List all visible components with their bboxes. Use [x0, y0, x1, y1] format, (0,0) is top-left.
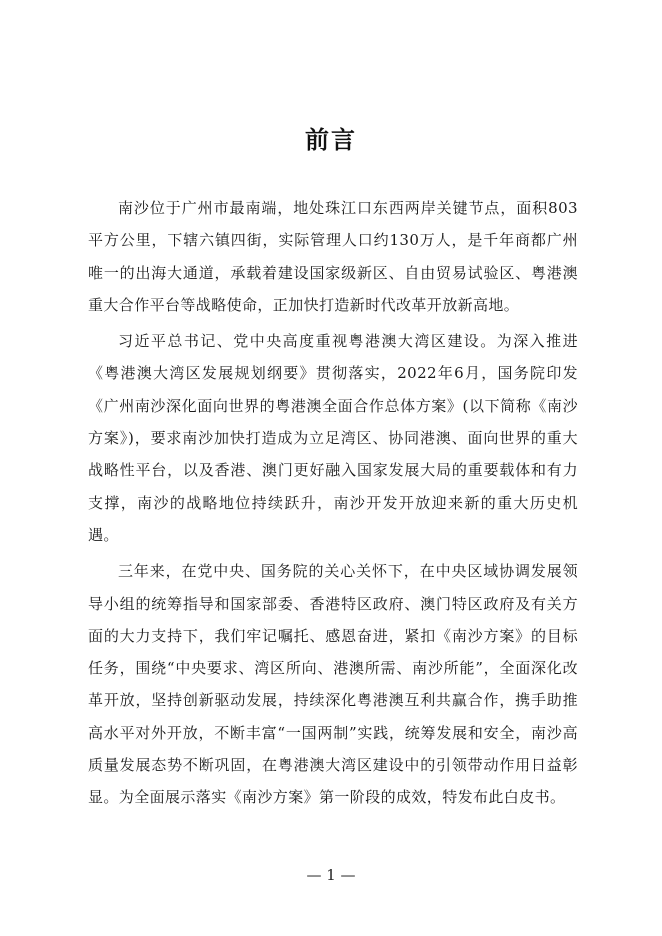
- document-body: [88, 192, 578, 818]
- paragraph-2: 习近平总书记、党中央高度重视粤港澳大湾区建设。为深入推进《粤港澳大湾区发展规划纲要》贯彻落实，2022年6月，国务院印发《广州南沙深化面向世界的粤港澳全面合作总体方案》(以下简称《南沙方案》)，要求南沙加快打造成为立足湾区、协同港澳、面向世界的重大战略性平台，以及香港、澳门更好融入国家发展大局的重要载体和有力支撑，南沙的战略地位持续跃升，南沙开发开放迎来新的重大历史机遇。: [88, 332, 578, 544]
- paragraph-3: 三年来，在党中央、国务院的关心关怀下，在中央区域协调发展领导小组的统筹指导和国家部委、香港特区政府、澳门特区政府及有关方面的大力支持下，我们牢记嘱托、感恩奋进，紧扣《南沙方案》的目标任务，围绕“中央要求、湾区所向、港澳所需、南沙所能”，全面深化改革开放，坚持创新驱动发展，持续深化粤港澳互利共赢合作，携手助推高水平对外开放，不断丰富“一国两制”实践，统筹发展和安全，南沙高质量发展态势不断巩固，在粤港澳大湾区建设中的引领带动作用日益彰显。为全面展示落实《南沙方案》第一阶段的成效，特发布此白皮书。: [88, 562, 578, 807]
- paragraph-1: 南沙位于广州市最南端，地处珠江口东西两岸关键节点，面积803平方公里，下辖六镇四街，实际管理人口约130万人，是千年商都广州唯一的出海大通道，承载着建设国家级新区、自由贸易试验区、粤港澳重大合作平台等战略使命，正加快打造新时代改革开放新高地。: [88, 199, 578, 314]
- page-title: 前言: [305, 125, 357, 154]
- page-number: — 1 —: [306, 866, 356, 884]
